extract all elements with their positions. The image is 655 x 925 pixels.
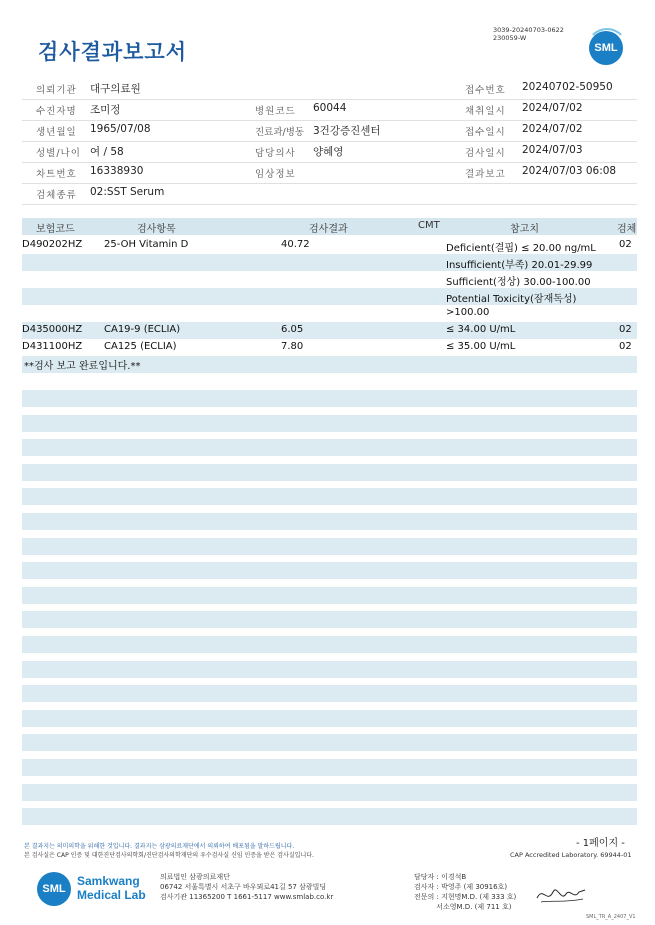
footer-brand-line: Samkwang xyxy=(77,874,140,888)
staff-line: 담당자 : 이경석B xyxy=(414,873,467,881)
table-stripe xyxy=(22,587,637,604)
footer-brand xyxy=(77,874,146,902)
info-row xyxy=(22,99,637,121)
info-label: 접수번호 xyxy=(465,85,506,96)
footer-address xyxy=(160,872,333,902)
column-header-result: 검사결과 xyxy=(309,224,348,235)
info-value: 조미정 xyxy=(90,104,121,116)
footer-address-line: 의료법인 삼광의료재단 xyxy=(160,873,230,881)
info-value: 양혜영 xyxy=(313,146,344,158)
table-stripe xyxy=(22,562,637,579)
info-label: 담당의사 xyxy=(255,148,296,159)
cell-code: D435000HZ xyxy=(22,324,83,335)
cell-reference: Insufficient(부족) 20.01-29.99 xyxy=(446,260,593,271)
info-label: 차트번호 xyxy=(36,169,77,180)
column-header-cmt: CMT xyxy=(418,220,440,231)
info-row xyxy=(22,141,637,163)
cell-item: CA19-9 (ECLIA) xyxy=(104,324,181,335)
info-label: 성별/나이 xyxy=(36,148,81,159)
info-label: 수진자명 xyxy=(36,106,77,117)
document-id xyxy=(493,26,564,42)
staff-line: 전문의 : 지현명M.D. (제 333 호) xyxy=(414,893,517,901)
info-value: 2024/07/03 xyxy=(522,144,583,156)
document-id-line: 230059-W xyxy=(493,34,527,42)
info-label: 검체종류 xyxy=(36,190,77,201)
table-stripe xyxy=(22,808,637,825)
info-row xyxy=(22,162,637,184)
column-header-specimen: 검체 xyxy=(617,224,637,235)
info-row xyxy=(22,78,637,100)
table-stripe xyxy=(22,415,637,432)
notice-line: 본 결과지는 의미의학을 위해한 것입니다. 결과지는 삼광의료재단에서 의뢰하여 배포됨을 말하드립니다. xyxy=(24,843,295,850)
info-value: 2024/07/02 xyxy=(522,102,583,114)
column-header-reference: 참고치 xyxy=(510,224,539,235)
footer-address-line: 06742 서울특별시 서초구 바우뫼로41길 57 삼광빌딩 xyxy=(160,883,327,891)
table-stripe xyxy=(22,759,637,776)
cell-result: 7.80 xyxy=(281,341,304,352)
notice-line: 본 검사실은 CAP 인증 및 대한진단검사의학회/진단검사의학재단의 우수검사실 신임 인증을 받은 검사실입니다. xyxy=(24,852,314,859)
info-value: 여 / 58 xyxy=(90,146,124,158)
cell-result: 6.05 xyxy=(281,324,304,335)
info-value: 16338930 xyxy=(90,165,144,177)
table-stripe xyxy=(22,611,637,628)
staff-line: 검사자 : 박영주 (제 30916호) xyxy=(414,883,508,891)
cell-specimen: 02 xyxy=(619,324,632,335)
form-code: SML_TR_A_2407_V1 xyxy=(586,914,636,920)
cell-reference: Deficient(결핍) ≤ 20.00 ng/mL xyxy=(446,243,596,254)
info-label: 임상정보 xyxy=(255,169,296,180)
info-row xyxy=(22,120,637,142)
logo-text: SML xyxy=(594,42,618,54)
table-stripe xyxy=(22,464,637,481)
info-value: 2024/07/02 xyxy=(522,123,583,135)
cell-reference: ≤ 35.00 U/mL xyxy=(446,341,516,352)
cell-reference: ≤ 34.00 U/mL xyxy=(446,324,516,335)
info-value: 3건강증진센터 xyxy=(313,125,381,137)
info-value: 20240702-50950 xyxy=(522,81,613,93)
results-table-header xyxy=(22,218,637,235)
cell-code: D490202HZ xyxy=(22,239,83,250)
staff-line: 서소영M.D. (제 711 호) xyxy=(414,903,512,911)
column-header-code: 보험코드 xyxy=(36,224,75,235)
info-label: 결과보고 xyxy=(465,169,506,180)
column-header-item: 검사항목 xyxy=(137,224,176,235)
table-stripe xyxy=(22,661,637,678)
info-value: 60044 xyxy=(313,102,347,114)
table-stripe xyxy=(22,710,637,727)
info-label: 병원코드 xyxy=(255,106,296,117)
info-value: 1965/07/08 xyxy=(90,123,151,135)
footer-address-line: 검사기관 11365200 T 1661-5117 www.smlab.co.kr xyxy=(160,893,334,901)
info-label: 접수일시 xyxy=(465,127,506,138)
info-label: 의뢰기관 xyxy=(36,85,77,96)
document-id-line: 3039-20240703-0622 xyxy=(493,26,564,34)
info-label: 검사일시 xyxy=(465,148,506,159)
cell-item: 25-OH Vitamin D xyxy=(104,239,189,250)
cell-item: CA125 (ECLIA) xyxy=(104,341,177,352)
table-stripe xyxy=(22,636,637,653)
page-number: - 1페이지 - xyxy=(576,838,625,849)
table-stripe xyxy=(22,685,637,702)
signature-icon xyxy=(533,880,588,908)
footer-brand-line: Medical Lab xyxy=(77,888,146,902)
info-value: 대구의료원 xyxy=(90,83,141,95)
info-row xyxy=(22,183,637,205)
table-stripe xyxy=(22,488,637,505)
info-value: 2024/07/03 06:08 xyxy=(522,165,617,177)
sml-logo xyxy=(589,31,623,65)
table-stripe xyxy=(22,784,637,801)
cell-reference: >100.00 xyxy=(446,307,490,318)
table-stripe xyxy=(22,390,637,407)
info-value: 02:SST Serum xyxy=(90,186,165,198)
table-stripe xyxy=(22,513,637,530)
footer-staff xyxy=(414,872,516,912)
cell-result: 40.72 xyxy=(281,239,310,250)
cap-accreditation: CAP Accredited Laboratory. 69944-01 xyxy=(510,851,632,859)
cell-reference: Potential Toxicity(잠재독성) xyxy=(446,294,577,305)
info-label: 진료과/병동 xyxy=(255,127,305,138)
page-title: 검사결과보고서 xyxy=(38,40,188,64)
logo-swoosh-icon xyxy=(586,28,628,70)
cell-specimen: 02 xyxy=(619,341,632,352)
info-label: 채취일시 xyxy=(465,106,506,117)
footer-sml-logo: SML xyxy=(37,872,71,906)
cell-code: D431100HZ xyxy=(22,341,83,352)
table-stripe xyxy=(22,439,637,456)
table-stripe xyxy=(22,538,637,555)
cell-specimen: 02 xyxy=(619,239,632,250)
info-label: 생년월일 xyxy=(36,127,77,138)
cell-reference: Sufficient(정상) 30.00-100.00 xyxy=(446,277,591,288)
table-stripe xyxy=(22,734,637,751)
completion-note: **검사 보고 완료입니다.** xyxy=(24,361,141,372)
